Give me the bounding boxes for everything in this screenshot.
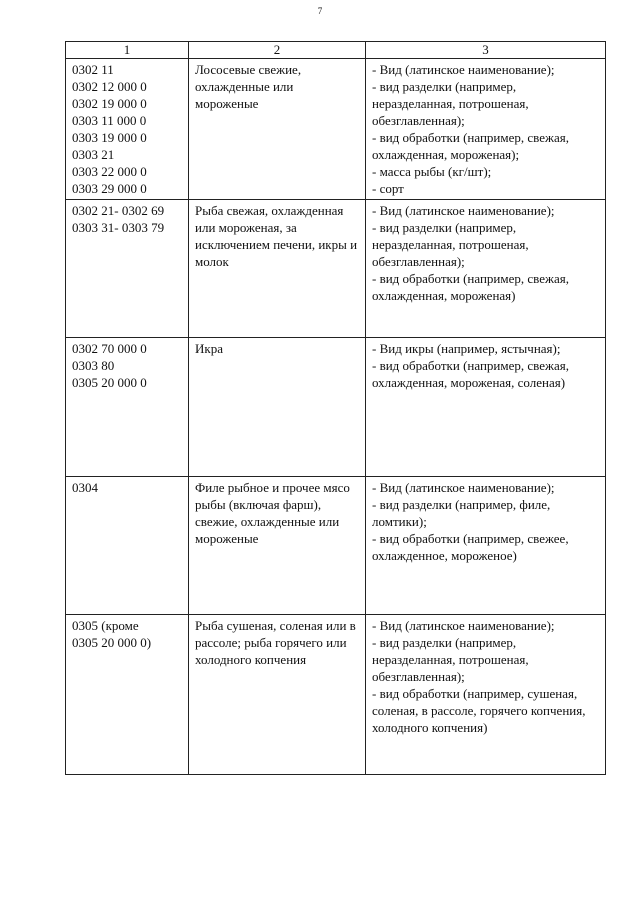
code-line: 0303 31- 0303 79 (72, 220, 165, 235)
product-name-cell (189, 200, 366, 338)
column-header: 2 (189, 42, 366, 59)
attribute-item: - вид обработки (например, свежая, охлажденная, мороженая, соленая) (372, 358, 569, 390)
attribute-item: - Вид (латинское наименование); (372, 62, 555, 77)
codes-cell (66, 338, 189, 477)
attribute-item: - Вид (латинское наименование); (372, 203, 555, 218)
attributes-cell (366, 59, 606, 200)
table-row (66, 615, 606, 775)
codes-cell (66, 615, 189, 775)
code-line: 0305 20 000 0 (72, 375, 147, 390)
column-header: 1 (66, 42, 189, 59)
attribute-item: - вид обработки (например, свежее, охлажденное, мороженое) (372, 531, 569, 563)
table-row (66, 200, 606, 338)
code-line: 0302 12 000 0 (72, 79, 147, 94)
codes-cell (66, 59, 189, 200)
code-line: 0303 19 000 0 (72, 130, 147, 145)
attributes-cell (366, 200, 606, 338)
code-line: 0302 21- 0302 69 (72, 203, 165, 218)
product-name: Икра (195, 341, 223, 356)
column-header: 3 (366, 42, 606, 59)
product-name-cell (189, 615, 366, 775)
code-line: 0303 21 (72, 147, 115, 162)
attribute-item: - вид обработки (например, свежая, охлажденная, мороженая); (372, 130, 569, 162)
table-row (66, 338, 606, 477)
attribute-item: - вид разделки (например, филе, ломтики); (372, 497, 551, 529)
table-header-row (66, 42, 606, 59)
code-line: 0303 80 (72, 358, 115, 373)
attributes-cell (366, 477, 606, 615)
product-name-cell (189, 477, 366, 615)
attribute-item: - масса рыбы (кг/шт); (372, 164, 492, 179)
code-line: 0303 11 000 0 (72, 113, 147, 128)
attribute-item: - вид обработки (например, свежая, охлажденная, мороженая) (372, 271, 569, 303)
codes-cell (66, 477, 189, 615)
code-line: 0302 70 000 0 (72, 341, 147, 356)
code-line: 0304 (72, 480, 98, 495)
code-line: 0302 11 (72, 62, 114, 77)
attribute-item: - Вид (латинское наименование); (372, 618, 555, 633)
product-name: Рыба свежая, охлажденная или мороженая, за исключением печени, икры и молок (195, 203, 358, 269)
attribute-item: - вид разделки (например, неразделанная, потрошеная, обезглавленная); (372, 635, 529, 684)
code-line: 0303 29 000 0 (72, 181, 147, 196)
attribute-item: - Вид икры (например, ястычная); (372, 341, 561, 356)
codes-cell (66, 200, 189, 338)
table-row (66, 59, 606, 200)
attributes-cell (366, 338, 606, 477)
attribute-item: - вид обработки (например, сушеная, соленая, в рассоле, горячего копчения, холодного копчения) (372, 686, 586, 735)
attribute-item: - сорт (372, 181, 404, 196)
product-name-cell (189, 59, 366, 200)
table-row (66, 477, 606, 615)
attributes-cell (366, 615, 606, 775)
code-line: 0305 20 000 0) (72, 635, 152, 650)
product-name-cell (189, 338, 366, 477)
product-name: Лососевые свежие, охлажденные или мороженые (195, 62, 302, 111)
product-name: Филе рыбное и прочее мясо рыбы (включая фарш), свежие, охлажденные или мороженые (195, 480, 350, 546)
attribute-item: - вид разделки (например, неразделанная, потрошеная, обезглавленная); (372, 220, 529, 269)
code-line: 0303 22 000 0 (72, 164, 147, 179)
attribute-item: - Вид (латинское наименование); (372, 480, 555, 495)
attribute-item: - вид разделки (например, неразделанная, потрошеная, обезглавленная); (372, 79, 529, 128)
product-table (65, 41, 606, 775)
code-line: 0305 (кроме (72, 618, 139, 633)
product-name: Рыба сушеная, соленая или в рассоле; рыба горячего или холодного копчения (195, 618, 356, 667)
code-line: 0302 19 000 0 (72, 96, 147, 111)
page-number: 7 (317, 6, 323, 16)
